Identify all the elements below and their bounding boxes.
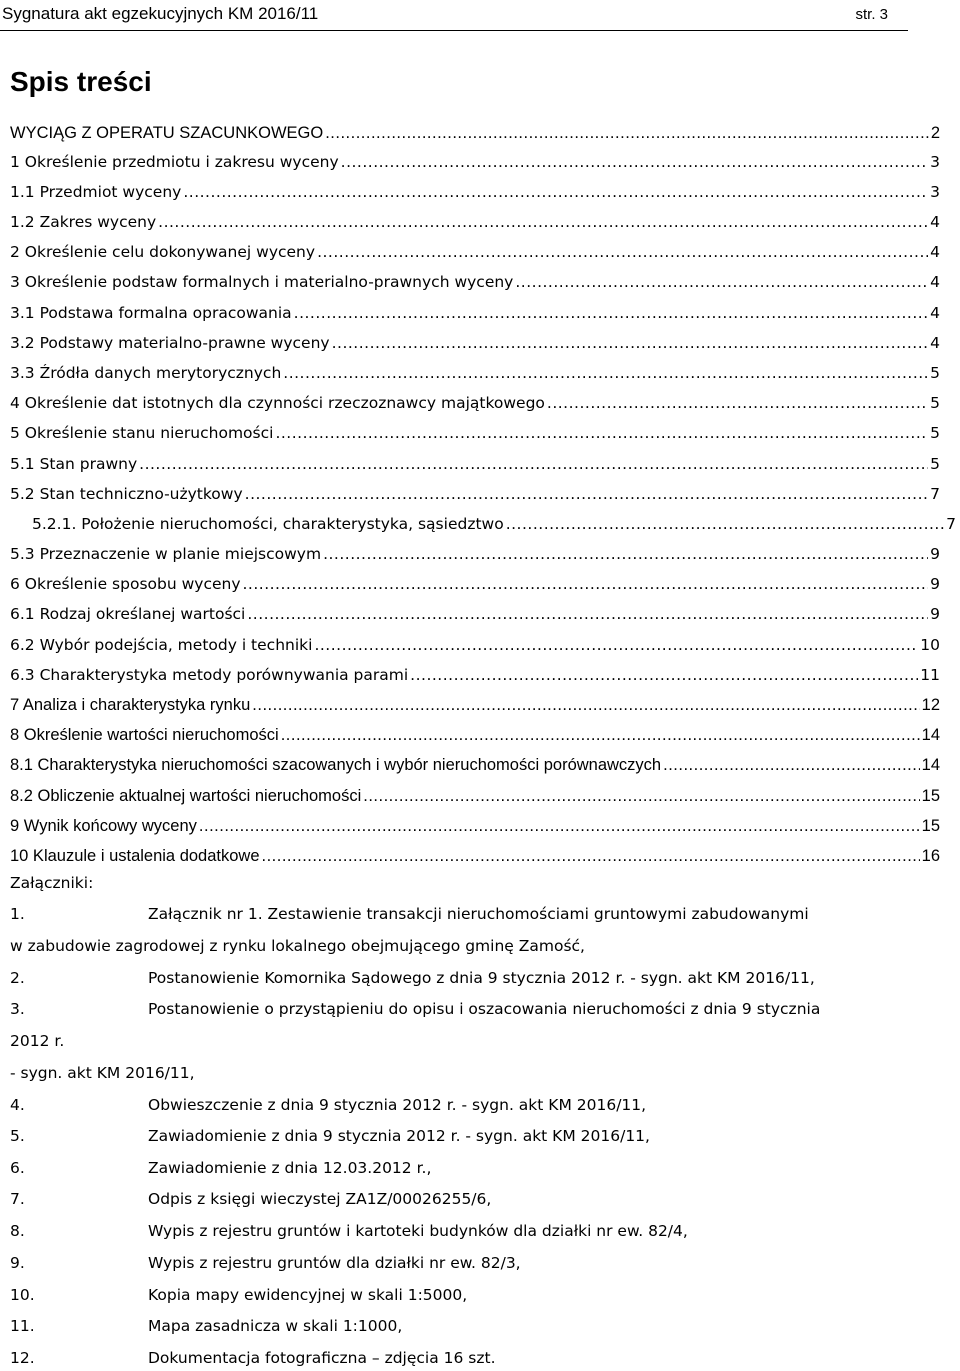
attachment-continuation: - sygn. akt KM 2016/11,	[10, 1064, 195, 1082]
toc-entry-text: 9 Wynik końcowy wyceny	[10, 817, 197, 835]
toc-entry-page: 7	[946, 515, 956, 533]
attachment-text: Postanowienie o przystąpieniu do opisu i oszacowania nieruchomości z dnia 9 stycznia	[148, 1000, 821, 1018]
toc-entry[interactable]	[10, 239, 940, 265]
toc-entry[interactable]	[10, 813, 940, 839]
toc-entry[interactable]	[10, 722, 940, 748]
attachment-continuation: w zabudowie zagrodowej z rynku lokalnego obejmującego gminę Zamość,	[10, 937, 585, 955]
toc-entry[interactable]	[10, 149, 940, 175]
attachment-text: Zawiadomienie z dnia 9 stycznia 2012 r. - sygn. akt KM 2016/11,	[148, 1127, 650, 1145]
attachment-text: Mapa zasadnicza w skali 1:1000,	[148, 1317, 403, 1335]
toc-entry[interactable]	[10, 632, 940, 658]
toc-entry[interactable]	[10, 209, 940, 235]
header-case-signature: Sygnatura akt egzekucyjnych KM 2016/11	[2, 4, 319, 23]
toc-entry-text: 5 Określenie stanu nieruchomości	[10, 424, 274, 442]
toc-entry-page: 15	[921, 787, 940, 805]
attachment-number: 9.	[10, 1254, 25, 1272]
toc-entry-text: 6.2 Wybór podejścia, metody i techniki	[10, 636, 313, 654]
toc-entry-text: 1 Określenie przedmiotu i zakresu wyceny	[10, 153, 339, 171]
toc-entry[interactable]	[10, 451, 940, 477]
attachment-number: 8.	[10, 1222, 25, 1240]
attachment-number: 3.	[10, 1000, 25, 1018]
toc-entry-page: 4	[930, 243, 940, 261]
attachment-text: Obwieszczenie z dnia 9 stycznia 2012 r. - sygn. akt KM 2016/11,	[148, 1096, 647, 1114]
toc-entry-page: 5	[930, 424, 940, 442]
toc-entry[interactable]	[10, 843, 940, 869]
toc-entry-text: 6.3 Charakterystyka metody porównywania parami	[10, 666, 409, 684]
attachments-heading: Załączniki:	[10, 874, 94, 892]
attachment-number: 1.	[10, 905, 25, 923]
toc-entry[interactable]	[10, 420, 940, 446]
toc-entry[interactable]	[10, 541, 940, 567]
attachment-text: Postanowienie Komornika Sądowego z dnia 9 stycznia 2012 r. - sygn. akt KM 2016/11,	[148, 969, 815, 987]
attachment-number: 2.	[10, 969, 25, 987]
toc-entry-page: 4	[930, 213, 940, 231]
toc-entry[interactable]	[10, 783, 940, 809]
toc-entry-text: 5.3 Przeznaczenie w planie miejscowym	[10, 545, 322, 563]
toc-entry[interactable]	[32, 511, 956, 537]
attachment-number: 11.	[10, 1317, 35, 1335]
header-page-number: str. 3	[855, 6, 888, 23]
toc-entry-page: 5	[930, 394, 940, 412]
toc-entry-text: 6.1 Rodzaj określanej wartości	[10, 605, 246, 623]
toc-entry-text: 3 Określenie podstaw formalnych i materialno-prawnych wyceny	[10, 273, 514, 291]
toc-entry-text: 10 Klauzule i ustalenia dodatkowe	[10, 847, 260, 865]
attachment-text: Wypis z rejestru gruntów dla działki nr ew. 82/3,	[148, 1254, 521, 1272]
toc-entry-page: 9	[930, 575, 940, 593]
attachment-text: Zawiadomienie z dnia 12.03.2012 r.,	[148, 1159, 432, 1177]
toc-entry-text: 4 Określenie dat istotnych dla czynności rzeczoznawcy majątkowego	[10, 394, 545, 412]
toc-entry-text: 3.3 Źródła danych merytorycznych	[10, 364, 282, 382]
attachment-continuation: 2012 r.	[10, 1032, 65, 1050]
toc-entry-page: 4	[930, 273, 940, 291]
toc-entry[interactable]	[10, 571, 940, 597]
attachment-text: Załącznik nr 1. Zestawienie transakcji nieruchomościami gruntowymi zabudowanymi	[148, 905, 809, 923]
toc-entry-page: 5	[930, 455, 940, 473]
attachment-number: 4.	[10, 1096, 25, 1114]
toc-entry-text: 3.2 Podstawy materialno-prawne wyceny	[10, 334, 330, 352]
toc-entry-text: 5.1 Stan prawny	[10, 455, 138, 473]
toc-entry[interactable]	[10, 481, 940, 507]
toc-entry-page: 14	[921, 726, 940, 744]
toc-entry[interactable]	[10, 330, 940, 356]
toc-entry[interactable]	[10, 752, 940, 778]
toc-entry-page: 3	[930, 183, 940, 201]
toc-entry-text: 1.2 Zakres wyceny	[10, 213, 157, 231]
attachment-number: 12.	[10, 1349, 35, 1367]
toc-entry-text: 5.2.1. Położenie nieruchomości, charakterystyka, sąsiedztwo	[32, 515, 504, 533]
toc-entry-text: 8 Określenie wartości nieruchomości	[10, 726, 279, 744]
toc-entry-page: 15	[921, 817, 940, 835]
toc-entry[interactable]	[10, 601, 940, 627]
toc-entry-text: 8.2 Obliczenie aktualnej wartości nieruchomości	[10, 787, 362, 805]
toc-entry-page: 10	[920, 636, 940, 654]
attachment-number: 6.	[10, 1159, 25, 1177]
toc-entry-page: 5	[930, 364, 940, 382]
attachment-number: 10.	[10, 1286, 35, 1304]
toc-entry-text: 2 Określenie celu dokonywanej wyceny	[10, 243, 316, 261]
toc-entry-text: 5.2 Stan techniczno-użytkowy	[10, 485, 243, 503]
toc-entry[interactable]	[10, 269, 940, 295]
toc-entry-text: WYCIĄG Z OPERATU SZACUNKOWEGO	[10, 124, 324, 142]
toc-entry-text: 3.1 Podstawa formalna opracowania	[10, 304, 292, 322]
attachment-number: 7.	[10, 1190, 25, 1208]
toc-entry[interactable]	[10, 300, 940, 326]
toc-entry-page: 11	[920, 666, 940, 684]
toc-entry-page: 14	[921, 756, 940, 774]
toc-entry[interactable]	[10, 692, 940, 718]
attachment-number: 5.	[10, 1127, 25, 1145]
toc-entry-page: 2	[930, 124, 940, 142]
toc-title: Spis treści	[10, 66, 152, 97]
attachment-text: Dokumentacja fotograficzna – zdjęcia 16 szt.	[148, 1349, 496, 1367]
toc-entry-page: 16	[921, 847, 940, 865]
toc-entry[interactable]	[10, 662, 940, 688]
toc-entry-page: 9	[930, 545, 940, 563]
attachment-text: Kopia mapy ewidencyjnej w skali 1:5000,	[148, 1286, 468, 1304]
toc-entry-page: 12	[921, 696, 940, 714]
toc-entry-text: 8.1 Charakterystyka nieruchomości szacowanych i wybór nieruchomości porównawczych	[10, 756, 662, 774]
page-header	[0, 0, 908, 31]
toc-entry-text: 1.1 Przedmiot wyceny	[10, 183, 182, 201]
toc-entry[interactable]	[10, 390, 940, 416]
toc-entry-text: 7 Analiza i charakterystyka rynku	[10, 696, 251, 714]
toc-entry-page: 7	[930, 485, 940, 503]
toc-entry-page: 9	[930, 605, 940, 623]
toc-entry[interactable]	[10, 360, 940, 386]
toc-entry[interactable]	[10, 120, 940, 146]
toc-entry-page: 4	[930, 334, 940, 352]
toc-entry-page: 3	[930, 153, 940, 171]
toc-entry[interactable]	[10, 179, 940, 205]
toc-entry-page: 4	[930, 304, 940, 322]
attachment-text: Wypis z rejestru gruntów i kartoteki budynków dla działki nr ew. 82/4,	[148, 1222, 688, 1240]
toc-entry-text: 6 Określenie sposobu wyceny	[10, 575, 241, 593]
attachment-text: Odpis z księgi wieczystej ZA1Z/00026255/6,	[148, 1190, 492, 1208]
